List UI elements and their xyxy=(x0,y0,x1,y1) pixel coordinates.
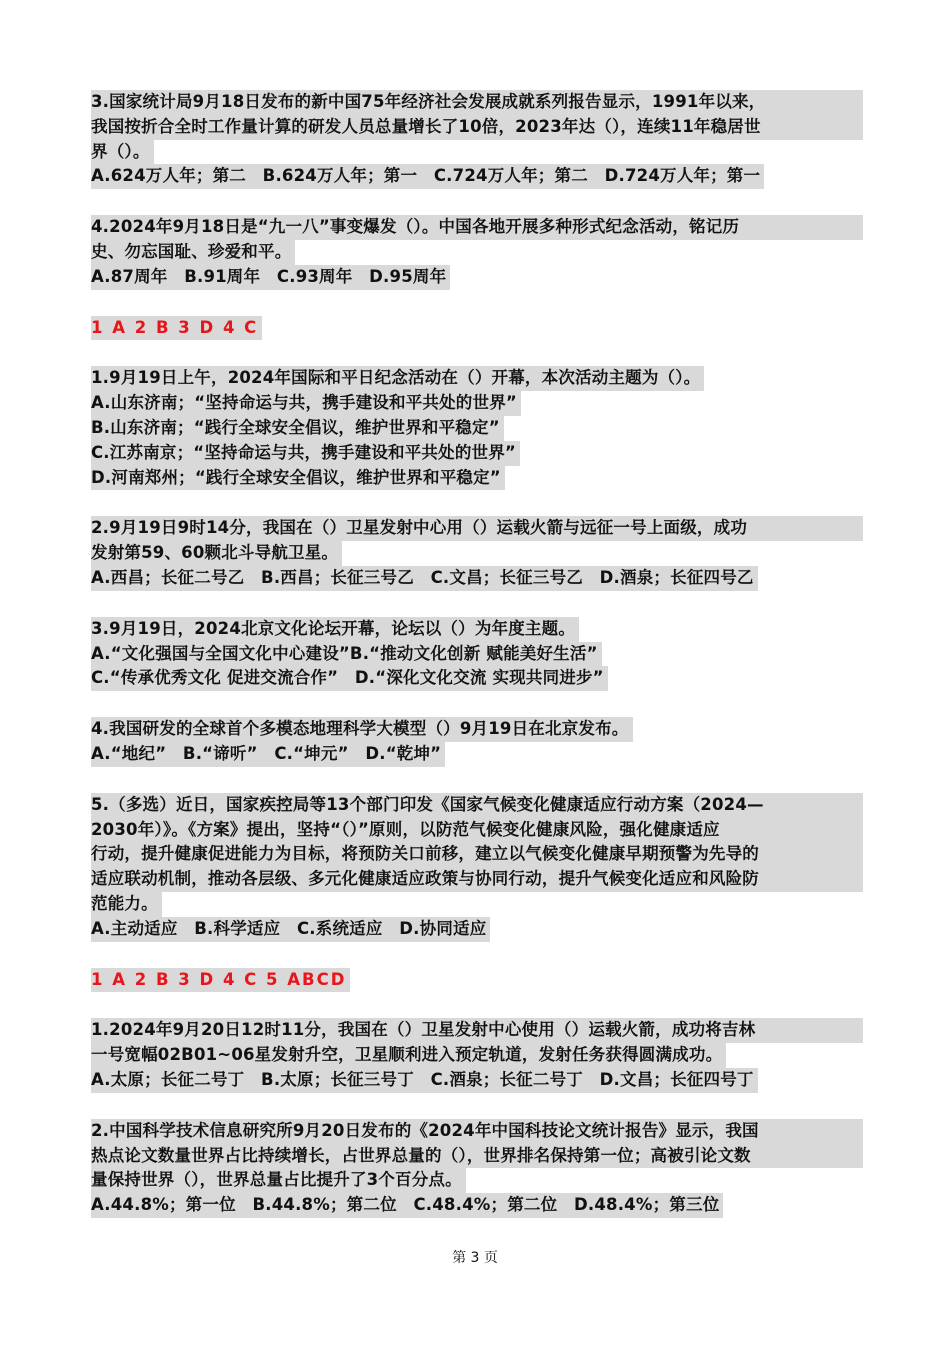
question-block xyxy=(91,617,863,691)
question-line: A.太原；长征二号丁 B.太原；长征三号丁 C.酒泉；长征二号丁 D.文昌；长征四号丁 xyxy=(91,1068,758,1093)
question-line: 1.2024年9月20日12时11分，我国在（）卫星发射中心使用（）运载火箭，成功将吉林 xyxy=(91,1018,863,1043)
question-line: 2030年）》。《方案》提出，坚持“（）”原则，以防范气候变化健康风险，强化健康适应 xyxy=(91,818,863,843)
question-line: 发射第59、60颗北斗导航卫星。 xyxy=(91,541,342,566)
question-line: 4.我国研发的全球首个多模态地理科学大模型（）9月19日在北京发布。 xyxy=(91,717,633,742)
question-block xyxy=(91,516,863,590)
page-number: 第 3 页 xyxy=(452,1250,498,1266)
question-line: A.87周年 B.91周年 C.93周年 D.95周年 xyxy=(91,265,450,290)
question-line: A.山东济南；“坚持命运与共，携手建设和平共处的世界” xyxy=(91,391,521,416)
question-block xyxy=(91,793,863,942)
question-line: 4.2024年9月18日是“九一八”事变爆发（）。中国各地开展多种形式纪念活动，铭记历 xyxy=(91,215,863,240)
answer-key-block xyxy=(91,316,863,341)
question-block xyxy=(91,1119,863,1218)
question-line: 量保持世界（），世界总量占比提升了3个百分点。 xyxy=(91,1168,466,1193)
question-line: C.“传承优秀文化 促进交流合作” D.“深化文化交流 实现共同进步” xyxy=(91,666,608,691)
question-line: A.44.8%；第一位 B.44.8%；第二位 C.48.4%；第二位 D.48.4%；第三位 xyxy=(91,1193,723,1218)
question-line: D.河南郑州；“践行全球安全倡议，维护世界和平稳定” xyxy=(91,466,505,491)
question-block xyxy=(91,90,863,189)
question-block xyxy=(91,215,863,289)
question-line: 2.9月19日9时14分，我国在（）卫星发射中心用（）运载火箭与远征一号上面级，成功 xyxy=(91,516,863,541)
question-line: 1.9月19日上午，2024年国际和平日纪念活动在（）开幕，本次活动主题为（）。 xyxy=(91,366,704,391)
answer-key-line: 1 A 2 B 3 D 4 C 5 ABCD xyxy=(91,968,350,993)
question-line: 范能力。 xyxy=(91,892,162,917)
question-line: A.624万人年；第二 B.624万人年；第一 C.724万人年；第二 D.724万人年；第一 xyxy=(91,164,764,189)
question-block xyxy=(91,717,863,767)
question-line: A.“文化强国与全国文化中心建设”B.“推动文化创新 赋能美好生活” xyxy=(91,642,602,667)
question-line: 2.中国科学技术信息研究所9月20日发布的《2024年中国科技论文统计报告》显示，我国 xyxy=(91,1119,863,1144)
question-line: A.“地纪” B.“谛听” C.“坤元” D.“乾坤” xyxy=(91,742,445,767)
question-line: 3.9月19日，2024北京文化论坛开幕，论坛以（）为年度主题。 xyxy=(91,617,579,642)
answer-key-block xyxy=(91,968,863,993)
question-line: 适应联动机制，推动各层级、多元化健康适应政策与协同行动，提升气候变化适应和风险防 xyxy=(91,867,863,892)
question-line: 热点论文数量世界占比持续增长，占世界总量的（），世界排名保持第一位；高被引论文数 xyxy=(91,1144,863,1169)
question-line: 界（）。 xyxy=(91,140,154,165)
question-line: A.主动适应 B.科学适应 C.系统适应 D.协同适应 xyxy=(91,917,490,942)
question-block xyxy=(91,366,863,490)
question-line: 我国按折合全时工作量计算的研发人员总量增长了10倍，2023年达（），连续11年稳居世 xyxy=(91,115,863,140)
question-line: 一号宽幅02B01~06星发射升空，卫星顺利进入预定轨道，发射任务获得圆满成功。 xyxy=(91,1043,726,1068)
question-line: A.西昌；长征二号乙 B.西昌；长征三号乙 C.文昌；长征三号乙 D.酒泉；长征四号乙 xyxy=(91,566,758,591)
question-line: 史、勿忘国耻、珍爱和平。 xyxy=(91,240,295,265)
answer-key-line: 1 A 2 B 3 D 4 C xyxy=(91,316,262,341)
document-page xyxy=(91,90,863,1244)
question-line: C.江苏南京；“坚持命运与共，携手建设和平共处的世界” xyxy=(91,441,520,466)
question-line: 5.（多选）近日，国家疾控局等13个部门印发《国家气候变化健康适应行动方案（2024— xyxy=(91,793,863,818)
question-line: 行动，提升健康促进能力为目标，将预防关口前移，建立以气候变化健康早期预警为先导的 xyxy=(91,842,863,867)
question-line: B.山东济南；“践行全球安全倡议，维护世界和平稳定” xyxy=(91,416,504,441)
question-block xyxy=(91,1018,863,1092)
question-line: 3.国家统计局9月18日发布的新中国75年经济社会发展成就系列报告显示，1991年以来， xyxy=(91,90,863,115)
